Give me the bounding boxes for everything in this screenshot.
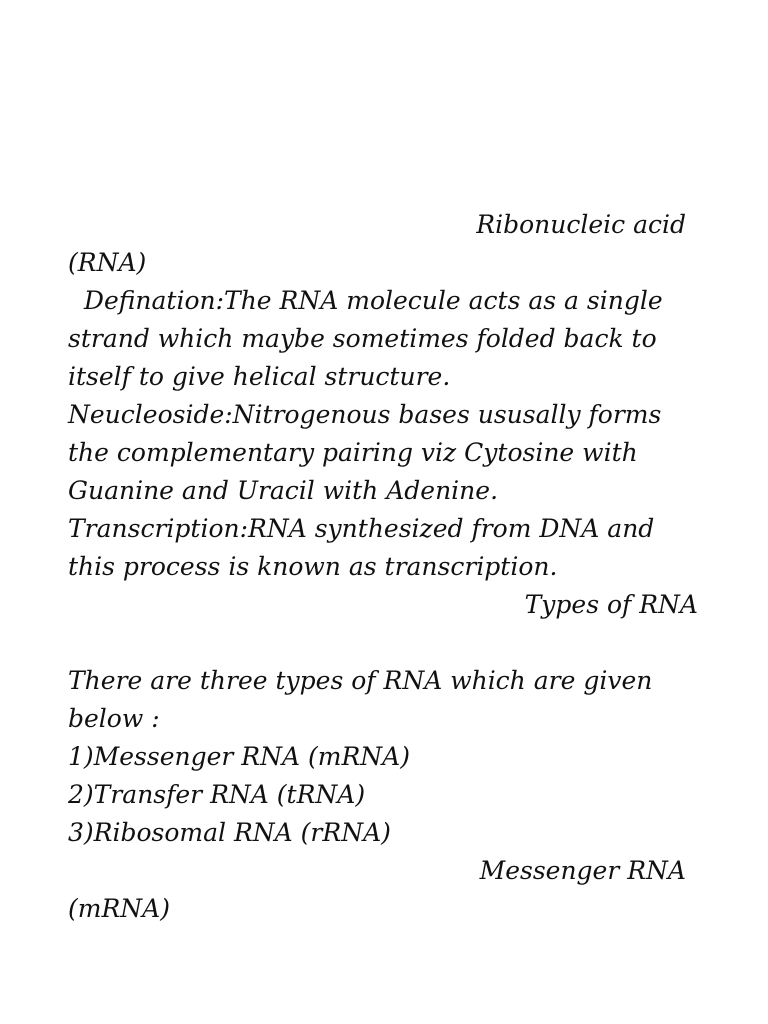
types-intro-line-2: below :	[68, 704, 160, 733]
types-heading: Types of RNA	[524, 590, 698, 619]
type-item-2: 2)Transfer RNA (tRNA)	[68, 780, 366, 809]
nucleoside-line-1: Neucleoside:Nitrogenous bases ususally forms	[68, 400, 662, 429]
nucleoside-line-2: the complementary pairing viz Cytosine with	[68, 438, 638, 467]
mrna-heading-line-1: Messenger RNA	[479, 856, 686, 885]
definition-line-2: strand which maybe sometimes folded back to	[68, 324, 657, 353]
title-line-2: (RNA)	[68, 248, 147, 277]
transcription-line-1: Transcription:RNA synthesized from DNA and	[68, 514, 655, 543]
types-intro-line-1: There are three types of RNA which are given	[68, 666, 653, 695]
title-line-1: Ribonucleic acid	[476, 210, 686, 239]
type-item-1: 1)Messenger RNA (mRNA)	[68, 742, 410, 771]
transcription-line-2: this process is known as transcription.	[68, 552, 558, 581]
definition-line-1: Defination:The RNA molecule acts as a single	[68, 286, 663, 315]
nucleoside-line-3: Guanine and Uracil with Adenine.	[68, 476, 499, 505]
mrna-heading-line-2: (mRNA)	[68, 894, 170, 923]
definition-line-3: itself to give helical structure.	[68, 362, 451, 391]
type-item-3: 3)Ribosomal RNA (rRNA)	[68, 818, 391, 847]
